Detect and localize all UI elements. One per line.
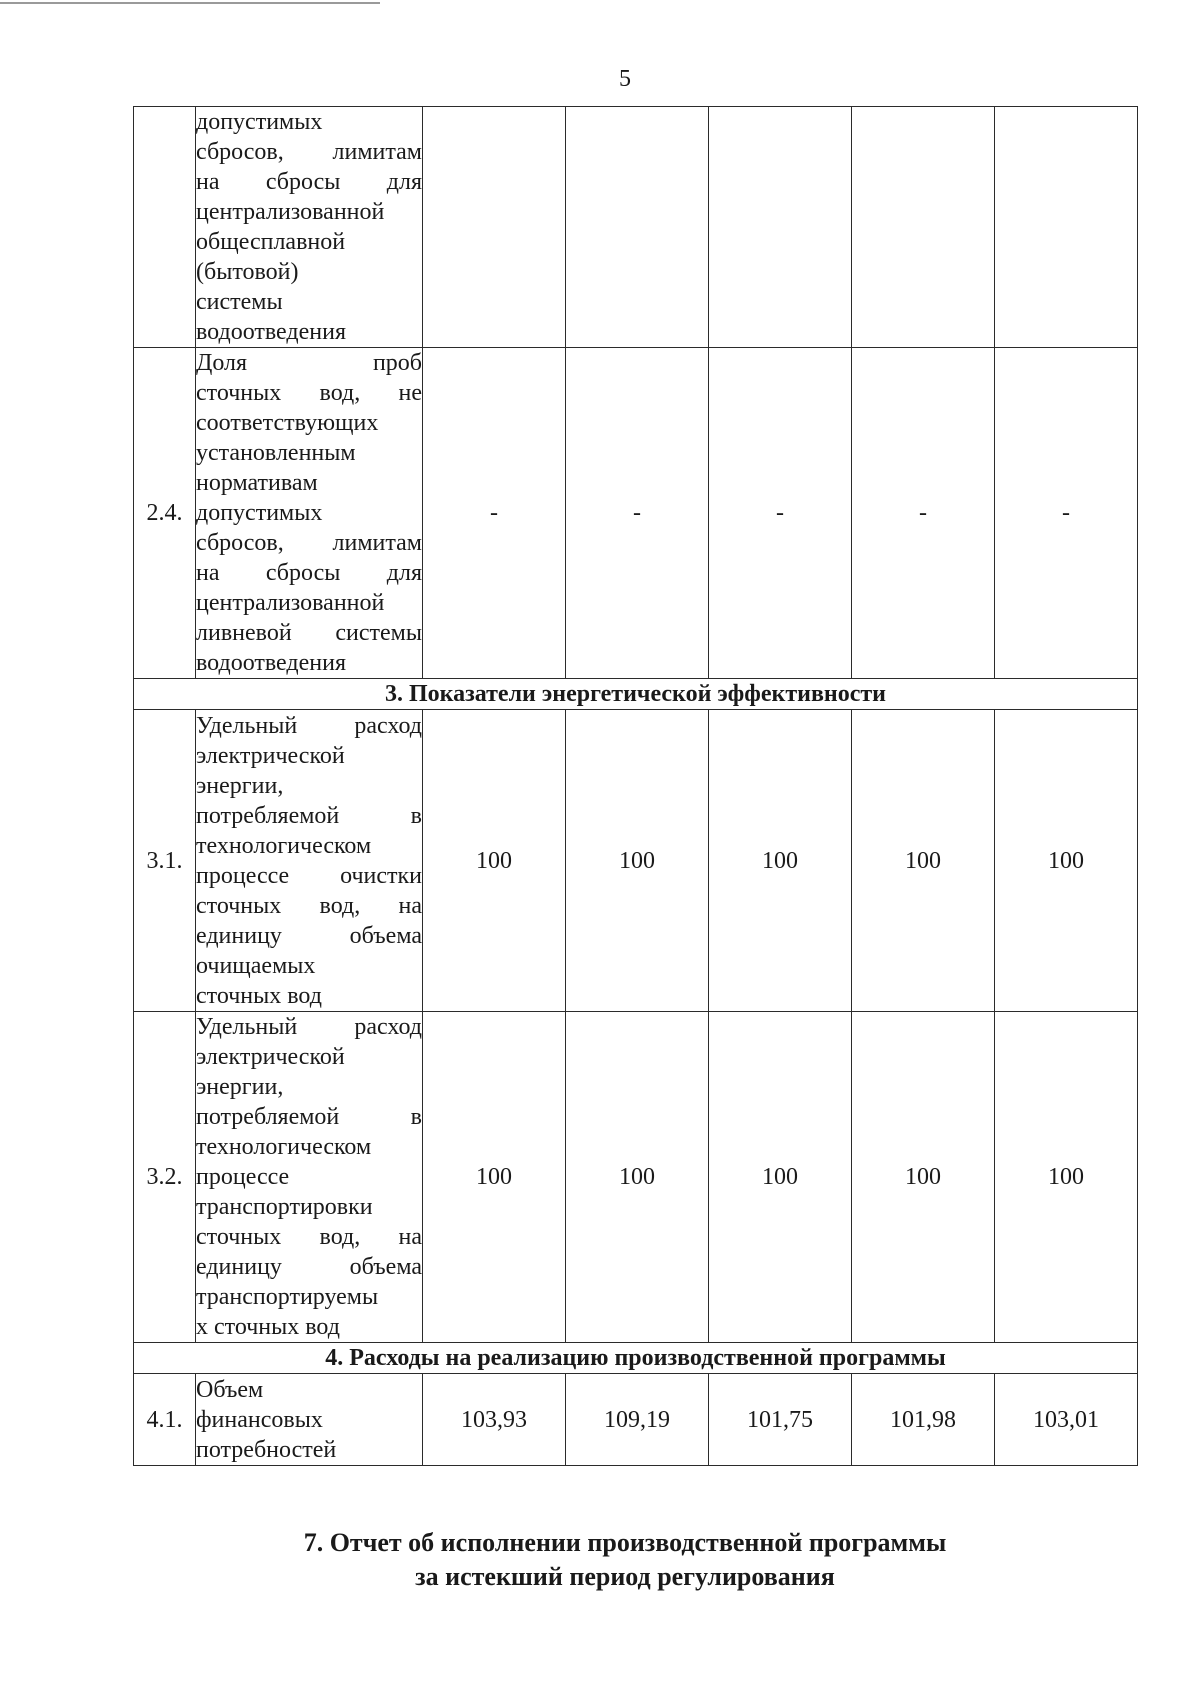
value-cell: - [566,348,709,679]
value-cell: - [709,348,852,679]
indicator-name-line: (бытовой) [196,259,299,285]
value-cell: - [852,348,995,679]
indicator-name-line: водоотведения [196,650,346,676]
value-cell: 100 [995,1012,1138,1343]
indicator-name-line: энергии, [196,1074,284,1100]
row-number: 3.1. [134,710,196,1012]
indicator-name-line: на сбросы для [196,169,422,195]
indicator-name-line: Удельный расход [196,712,422,739]
value-cell: 101,75 [709,1374,852,1466]
indicator-name-line: Объем [196,1376,264,1403]
top-rule [0,2,380,4]
indicator-name-line: процессе [196,1164,290,1190]
section-heading-row [134,679,1138,710]
value-cell: 100 [566,1012,709,1343]
indicator-name-line: централизованной [196,199,385,225]
section-title: 4. Расходы на реализацию производственной программы [134,1343,1138,1374]
value-cell: 101,98 [852,1374,995,1466]
indicator-name-line: единицу объема [196,922,422,949]
table-row [134,710,1138,1012]
indicator-name-line: технологическом [196,1134,372,1160]
row-number: 2.4. [134,348,196,679]
value-cell: 103,93 [423,1374,566,1466]
indicator-name-line: сточных вод, на [196,892,422,919]
indicator-name-line: общесплавной [196,229,346,255]
indicator-name-line: допустимых [196,500,323,526]
value-cell [709,107,852,348]
indicator-name-line: сточных вод, на [196,1224,422,1250]
row-number: 4.1. [134,1374,196,1466]
indicator-name-line: установленным [196,440,356,466]
indicator-name-line: транспортировки [196,1194,373,1220]
indicator-name [196,348,423,679]
indicator-name-line: сточных вод [196,982,322,1009]
value-cell: 109,19 [566,1374,709,1466]
value-cell [995,107,1138,348]
indicator-name-line: процессе очистки [196,862,422,889]
section-heading-row [134,1343,1138,1374]
indicator-name-line: соответствующих [196,410,379,436]
page-number: 5 [619,66,631,92]
table-row [134,348,1138,679]
indicator-name-line: электрической [196,742,345,769]
value-cell [852,107,995,348]
indicator-name-line: единицу объема [196,1254,422,1280]
value-cell: - [423,348,566,679]
value-cell [423,107,566,348]
table-row [134,1374,1138,1466]
indicator-name-line: централизованной [196,590,385,616]
indicator-name-line: нормативам [196,470,318,496]
indicator-name-line: Удельный расход [196,1014,422,1040]
indicators-table [133,106,1138,1466]
indicator-name-line: допустимых [196,109,323,135]
value-cell: 100 [852,1012,995,1343]
indicator-name-line: системы [196,289,283,315]
indicator-name-line: потребляемой в [196,802,422,829]
value-cell: 100 [566,710,709,1012]
indicator-name-line: ливневой системы [196,620,422,646]
value-cell: 100 [423,1012,566,1343]
indicator-name [196,1012,423,1343]
value-cell: 100 [709,1012,852,1343]
indicator-name-line: потребностей [196,1436,337,1463]
section-7-heading [0,1526,1200,1594]
value-cell: 100 [995,710,1138,1012]
indicator-name-line: на сбросы для [196,560,422,586]
value-cell: 100 [423,710,566,1012]
indicator-name-line: электрической [196,1044,345,1070]
indicator-name-line: сбросов, лимитам [196,139,422,165]
indicator-name-line: потребляемой в [196,1104,422,1130]
value-cell: 100 [709,710,852,1012]
row-number: 3.2. [134,1012,196,1343]
indicator-name [196,107,423,348]
value-cell: 103,01 [995,1374,1138,1466]
indicator-name-line: Доля проб [196,350,422,376]
indicator-name-line: х сточных вод [196,1314,340,1340]
indicator-name-line: сточных вод, не [196,380,422,406]
indicator-name-line: транспортируемы [196,1284,379,1310]
indicator-name-line: энергии, [196,772,284,799]
indicator-name-line: финансовых [196,1406,323,1433]
table-row [134,1012,1138,1343]
indicator-name [196,710,423,1012]
indicator-name-line: технологическом [196,832,372,859]
value-cell [566,107,709,348]
indicator-name [196,1374,423,1466]
value-cell: - [995,348,1138,679]
section-7-heading-line2: за истекший период регулирования [415,1562,835,1591]
indicator-name-line: очищаемых [196,952,316,979]
value-cell: 100 [852,710,995,1012]
table-row [134,107,1138,348]
indicator-name-line: сбросов, лимитам [196,530,422,556]
indicator-name-line: водоотведения [196,319,346,345]
row-number [134,107,196,348]
section-title: 3. Показатели энергетической эффективности [134,679,1138,710]
section-7-heading-line1: 7. Отчет об исполнении производственной программы [303,1528,947,1557]
